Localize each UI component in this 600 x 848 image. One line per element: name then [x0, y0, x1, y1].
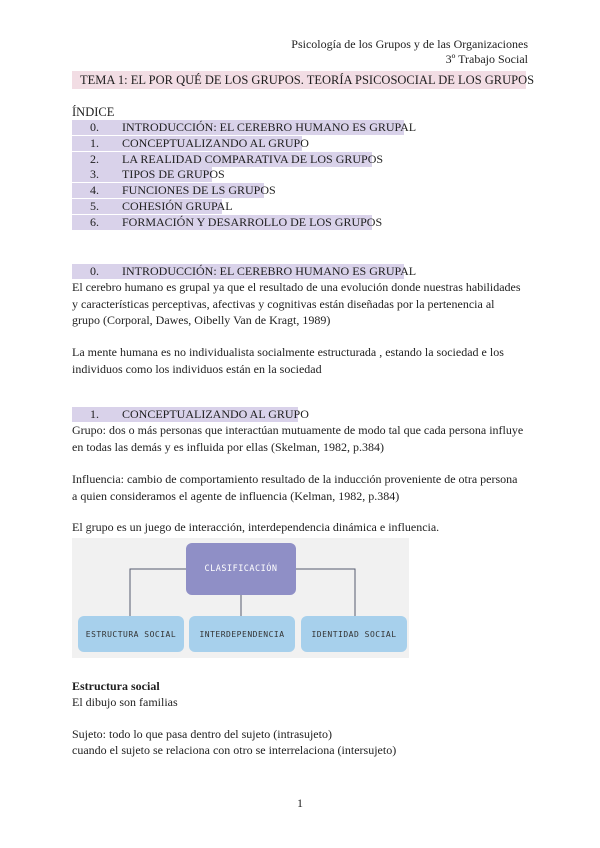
index-item-text: LA REALIDAD COMPARATIVA DE LOS GRUPOS [122, 152, 384, 166]
index-item-text: TIPOS DE GRUPOS [122, 167, 225, 181]
estructura-line-2: Sujeto: todo lo que pasa dentro del sujeto (intrasujeto) [72, 727, 332, 741]
index-label: ÍNDICE [72, 105, 115, 119]
diagram-node-interdependence: INTERDEPENDENCIA [189, 616, 295, 652]
text-line: a quien consideramos el agente de influencia (Kelman, 1982, p.384) [72, 488, 400, 503]
document-title [72, 71, 535, 89]
section-heading-text: INTRODUCCIÓN: EL CEREBRO HUMANO ES GRUPAL [122, 264, 417, 278]
section-heading-text: CONCEPTUALIZANDO AL GRUPO [122, 407, 309, 421]
section-number: 0. [90, 264, 99, 278]
classification-diagram [72, 538, 409, 658]
index-item-text: FORMACIÓN Y DESARROLLO DE LOS GRUPOS [122, 215, 383, 229]
header-course: Psicología de los Grupos y de las Organizaciones [291, 37, 528, 51]
index-item-6[interactable] [72, 215, 383, 230]
connector-right [296, 569, 355, 616]
page-number: 1 [297, 796, 303, 810]
section-1-paragraph-3: El grupo es un juego de interacción, interdependencia dinámica e influencia. [72, 520, 440, 534]
index-item-4[interactable] [72, 183, 276, 198]
text-line: grupo (Corporal, Dawes, Oibelly Van de Kragt, 1989) [72, 313, 331, 327]
section-1-heading [72, 407, 309, 422]
text-line: La mente humana es no individualista socialmente estructurada , estando la sociedad e los [72, 345, 504, 359]
text-line: Grupo: dos o más personas que interactúan mutuamente de modo tal que cada persona influye [72, 423, 524, 437]
section-number: 1. [90, 407, 99, 421]
diagram-node-social-structure: ESTRUCTURA SOCIAL [78, 616, 184, 652]
index-item-number: 4. [90, 183, 99, 197]
index-item-number: 1. [90, 136, 99, 150]
index-item-3[interactable] [72, 167, 225, 182]
section-1-paragraph-1 [72, 422, 532, 455]
diagram-node-classification: CLASIFICACIÓN [186, 543, 296, 595]
index-item-5[interactable] [72, 199, 233, 214]
index-item-0[interactable] [72, 120, 417, 135]
index-item-number: 3. [90, 167, 99, 181]
text-line: Influencia: cambio de comportamiento resultado de la inducción proveniente de otra persona [72, 472, 518, 486]
index-item-text: INTRODUCCIÓN: EL CEREBRO HUMANO ES GRUPAL [122, 120, 417, 134]
estructura-heading: Estructura social [72, 679, 160, 693]
text-line: individuos como los individuos están en la sociedad [72, 361, 322, 376]
index-item-text: CONCEPTUALIZANDO AL GRUPO [122, 136, 309, 150]
text-line: en todas las demás y es influida por ellas (Skelman, 1982, p.384) [72, 439, 384, 454]
section-0-paragraph-2 [72, 344, 532, 377]
text-line: y características perceptivas, afectivas y cognitivas están diseñadas por la pertenencia al [72, 296, 495, 311]
text-line: El cerebro humano es grupal ya que el resultado de una evolución donde nuestras habilidades [72, 280, 521, 294]
index-item-number: 5. [90, 199, 99, 213]
estructura-line-1: El dibujo son familias [72, 695, 178, 709]
index-item-1[interactable] [72, 136, 309, 151]
section-0-heading [72, 264, 417, 279]
section-1-paragraph-2 [72, 471, 532, 504]
index-item-text: COHESIÓN GRUPAL [122, 199, 233, 213]
index-item-text: FUNCIONES DE LS GRUPOS [122, 183, 276, 197]
header-degree: 3º Trabajo Social [445, 52, 528, 66]
index-item-2[interactable] [72, 152, 384, 167]
index-item-number: 2. [90, 152, 99, 166]
diagram-node-social-identity: IDENTIDAD SOCIAL [301, 616, 407, 652]
index-item-number: 0. [90, 120, 99, 134]
section-0-paragraph-1 [72, 279, 532, 329]
index-item-number: 6. [90, 215, 99, 229]
connector-left [130, 569, 186, 616]
estructura-line-3: cuando el sujeto se relaciona con otro se interrelaciona (intersujeto) [72, 743, 397, 757]
title-text: TEMA 1: EL POR QUÉ DE LOS GRUPOS. TEORÍA PSICOSOCIAL DE LOS GRUPOS [80, 73, 535, 87]
